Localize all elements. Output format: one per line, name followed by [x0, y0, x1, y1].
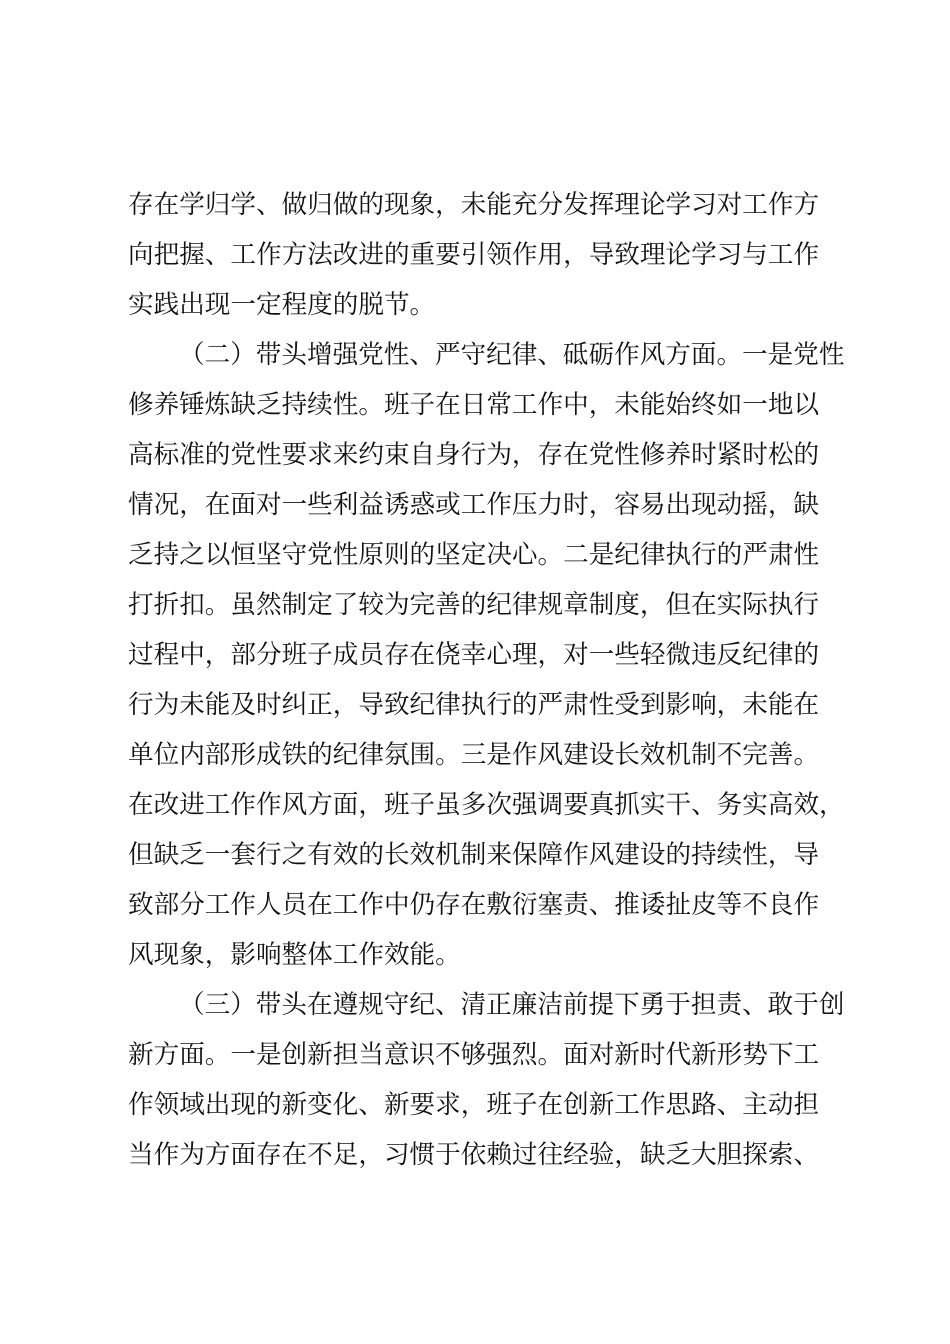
- text-line: 高标准的党性要求来约束自身行为，存在党性修养时紧时松的: [128, 440, 820, 470]
- paragraph-2: [128, 330, 868, 980]
- text-line: 打折扣。虽然制定了较为完善的纪律规章制度，但在实际执行: [128, 590, 820, 620]
- text-line: （二）带头增强党性、严守纪律、砥砺作风方面。一是党性: [179, 340, 845, 370]
- text-line: 但缺乏一套行之有效的长效机制来保障作风建设的持续性，导: [128, 840, 820, 870]
- text-line: 新方面。一是创新担当意识不够强烈。面对新时代新形势下工: [128, 1040, 820, 1070]
- paragraph-3: [128, 980, 868, 1180]
- text-line: 修养锤炼缺乏持续性。班子在日常工作中，未能始终如一地以: [128, 390, 820, 420]
- text-line: （三）带头在遵规守纪、清正廉洁前提下勇于担责、敢于创: [179, 990, 845, 1020]
- text-line: 存在学归学、做归做的现象，未能充分发挥理论学习对工作方: [128, 190, 820, 220]
- text-line: 情况，在面对一些利益诱惑或工作压力时，容易出现动摇，缺: [128, 490, 820, 520]
- text-line: 过程中，部分班子成员存在侥幸心理，对一些轻微违反纪律的: [128, 640, 820, 670]
- text-line: 风现象，影响整体工作效能。: [128, 940, 461, 970]
- text-line: 实践出现一定程度的脱节。: [128, 290, 436, 320]
- text-line: 当作为方面存在不足，习惯于依赖过往经验，缺乏大胆探索、: [128, 1140, 820, 1170]
- text-line: 单位内部形成铁的纪律氛围。三是作风建设长效机制不完善。: [128, 740, 820, 770]
- text-line: 乏持之以恒坚守党性原则的坚定决心。二是纪律执行的严肃性: [128, 540, 820, 570]
- text-line: 向把握、工作方法改进的重要引领作用，导致理论学习与工作: [128, 240, 820, 270]
- text-line: 作领域出现的新变化、新要求，班子在创新工作思路、主动担: [128, 1090, 820, 1120]
- text-line: 在改进工作作风方面，班子虽多次强调要真抓实干、务实高效，: [128, 790, 845, 820]
- text-line: 行为未能及时纠正，导致纪律执行的严肃性受到影响，未能在: [128, 690, 820, 720]
- text-line: 致部分工作人员在工作中仍存在敷衍塞责、推诿扯皮等不良作: [128, 890, 820, 920]
